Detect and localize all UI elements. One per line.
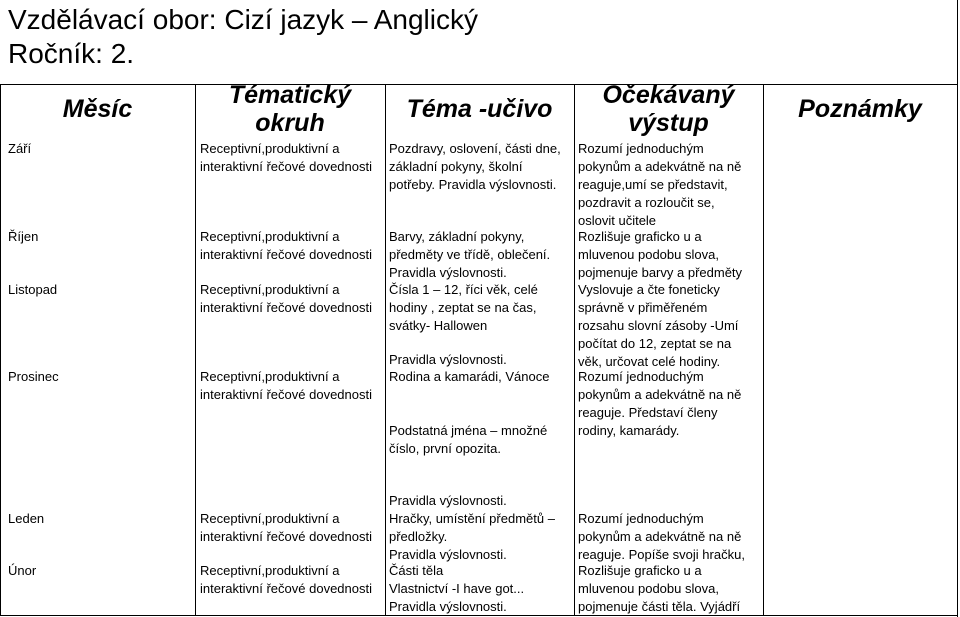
header-topic: Téma -učivo	[406, 95, 553, 123]
table-left-border	[0, 84, 1, 616]
outcome-line: správně v přiměřeném	[578, 300, 708, 315]
month-label: Listopad	[8, 282, 58, 297]
topic-area-line: interaktivní řečové dovednosti	[200, 159, 372, 174]
topic-line: Pravidla výslovnosti.	[389, 599, 507, 614]
topic-line: Hračky, umístění předmětů –	[389, 511, 555, 526]
topic-line: základní pokyny, školní	[389, 159, 523, 174]
topic-area-line: interaktivní řečové dovednosti	[200, 529, 372, 544]
outcome-line: pokynům a adekvátně na ně	[578, 529, 742, 544]
outcome-line: věk, určovat celé hodiny.	[578, 354, 721, 369]
header-outcome-line2: výstup	[628, 109, 709, 137]
topic-area-line: Receptivní,produktivní a	[200, 563, 340, 578]
outcome-line: pojmenuje barvy a předměty	[578, 265, 743, 280]
topic-line: hodiny , zeptat se na čas,	[389, 300, 537, 315]
column-divider	[763, 84, 764, 616]
header-notes: Poznámky	[798, 95, 922, 123]
topic-area-line: interaktivní řečové dovednosti	[200, 247, 372, 262]
outcome-line: mluvenou podobu slova,	[578, 247, 719, 262]
column-divider	[574, 84, 575, 616]
header-topic-area-line2: okruh	[255, 109, 325, 137]
outcome-line: pozdravit a rozloučit se,	[578, 195, 715, 210]
outcome-line: Rozlišuje graficko u a	[578, 229, 702, 244]
topic-line: předměty ve třídě, oblečení.	[389, 247, 551, 262]
month-label: Prosinec	[8, 369, 59, 384]
topic-line: Vlastnictví -I have got...	[389, 581, 525, 596]
outcome-line: Rozumí jednoduchým	[578, 511, 704, 526]
month-label: Únor	[8, 563, 37, 578]
topic-line: číslo, první opozita.	[389, 441, 501, 456]
outcome-line: oslovit učitele	[578, 213, 657, 228]
outcome-line: pojmenuje části těla. Vyjádří	[578, 599, 741, 614]
column-divider	[195, 84, 196, 616]
table-top-border	[0, 84, 958, 85]
outcome-line: Vyslovuje a čte foneticky	[578, 282, 720, 297]
topic-area-line: Receptivní,produktivní a	[200, 369, 340, 384]
topic-line: Pravidla výslovnosti.	[389, 265, 507, 280]
outcome-line: mluvenou podobu slova,	[578, 581, 719, 596]
topic-line: svátky- Hallowen	[389, 318, 488, 333]
topic-line: Pravidla výslovnosti.	[389, 493, 507, 508]
topic-line: Pozdravy, oslovení, části dne,	[389, 141, 561, 156]
outcome-line: počítat do 12, zeptat se na	[578, 336, 732, 351]
topic-line: Pravidla výslovnosti.	[389, 547, 507, 562]
outcome-line: reaguje. Představí členy	[578, 405, 718, 420]
month-label: Září	[8, 141, 32, 156]
column-divider	[385, 84, 386, 616]
topic-line: potřeby. Pravidla výslovnosti.	[389, 177, 557, 192]
topic-line: předložky.	[389, 529, 448, 544]
topic-area-line: Receptivní,produktivní a	[200, 229, 340, 244]
topic-area-line: interaktivní řečové dovednosti	[200, 300, 372, 315]
outcome-line: rozsahu slovní zásoby -Umí	[578, 318, 739, 333]
topic-area-line: interaktivní řečové dovednosti	[200, 387, 372, 402]
month-label: Leden	[8, 511, 45, 526]
topic-area-line: interaktivní řečové dovednosti	[200, 581, 372, 596]
table-right-border	[957, 0, 958, 617]
topic-line: Barvy, základní pokyny,	[389, 229, 525, 244]
topic-line: Části těla	[389, 563, 444, 578]
outcome-line: Rozumí jednoduchým	[578, 369, 704, 384]
outcome-line: pokynům a adekvátně na ně	[578, 159, 742, 174]
outcome-line: Rozlišuje graficko u a	[578, 563, 702, 578]
document-title: Vzdělávací obor: Cizí jazyk – Anglický	[8, 4, 478, 35]
topic-line: Čísla 1 – 12, říci věk, celé	[389, 282, 538, 297]
grade-title: Ročník: 2.	[8, 38, 135, 69]
topic-line: Podstatná jména – množné	[389, 423, 548, 438]
topic-line: Pravidla výslovnosti.	[389, 352, 507, 367]
outcome-line: pokynům a adekvátně na ně	[578, 387, 742, 402]
header-topic-area-line1: Tématický	[228, 81, 352, 109]
outcome-line: Rozumí jednoduchým	[578, 141, 704, 156]
header-outcome-line1: Očekávaný	[602, 81, 735, 109]
topic-area-line: Receptivní,produktivní a	[200, 141, 340, 156]
outcome-line: reaguje. Popíše svoji hračku,	[578, 547, 745, 562]
topic-line: Rodina a kamarádi, Vánoce	[389, 369, 550, 384]
outcome-line: reaguje,umí se představit,	[578, 177, 728, 192]
outcome-line: rodiny, kamarády.	[578, 423, 680, 438]
month-label: Říjen	[8, 229, 39, 244]
topic-area-line: Receptivní,produktivní a	[200, 282, 340, 297]
topic-area-line: Receptivní,produktivní a	[200, 511, 340, 526]
header-month: Měsíc	[62, 95, 133, 123]
